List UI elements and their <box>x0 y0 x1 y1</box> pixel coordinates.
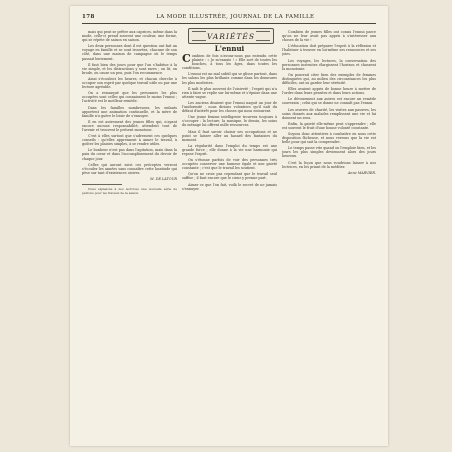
paragraph: C'est la leçon que nous voudrions laisser à nos lectrices, en les priant de la méditer. <box>282 160 376 169</box>
paragraph: Soyons donc attentives à combattre en nous cette disposition fâcheuse, et nous verrons que la vie est belle pour qui sait la comprendre. <box>282 131 376 145</box>
paragraph: Elles avaient appris de bonne heure à mettre de l'ordre dans leurs pensées et dans leurs actions. <box>282 87 376 96</box>
column-middle <box>182 54 277 438</box>
paragraph: On s'étonne parfois de voir des personnes très occupées conserver une humeur égale et une gaieté constante ; c'est que le travail les soutient. <box>182 158 277 171</box>
drop-cap: C <box>182 54 191 65</box>
paragraph: Les anciens disaient que l'ennui naquit un jour de l'uniformité ; nous dirions volontiers qu'il naît du défaut d'intérêt pour les choses qui nous entourent. <box>182 100 277 114</box>
paragraph: Il en est autrement des jeunes filles qui, n'ayant encore aucune responsabilité, attendent tout de l'avenir et trouvent le présent monotone. <box>82 119 177 132</box>
section-banner <box>188 28 274 44</box>
paragraph: Celles qui auront suivi ces préceptes verront s'écouler les années sans connaître cette lassitude qui pèse sur tant d'existences oisives. <box>82 162 177 175</box>
page-header <box>82 12 376 22</box>
ornament-left-icon <box>192 31 206 41</box>
paragraph: Le temps passe vite quand on l'emploie bien, et les jours les plus simples deviennent alors des jours heureux. <box>282 146 376 159</box>
paragraph: Les voyages, les lectures, la conversation des personnes instruites élargissent l'horizon et chassent la monotonie. <box>282 58 376 71</box>
paragraph: La régularité dans l'emploi du temps est une grande force ; elle donne à la vie une harmonie qui repose l'esprit. <box>182 143 277 156</box>
paragraph: Combien de jeunes filles ont connu l'ennui parce qu'on ne leur avait pas appris à s'intéresser aux choses de la vie ! <box>282 30 376 43</box>
lead-text: ombien de fois n'avons-nous pas entendu cette plainte : « Je m'ennuie ! » Elle sort de toutes les bouches, à tous les âges, dans toutes les conditions. <box>182 54 277 71</box>
paragraph: Mais il faut savoir choisir ses occupations et ne point se laisser aller au hasard des fantaisies du moment. <box>182 129 277 142</box>
ornament-right-icon <box>256 31 270 41</box>
paragraph: Les œuvres de charité, les visites aux pauvres, les soins donnés aux malades remplissent une vie et lui donnent un sens. <box>282 107 376 120</box>
paragraph: Enfin, la gaieté elle-même peut s'apprendre ; elle est souvent le fruit d'une bonne volonté constante. <box>282 121 376 130</box>
paragraph: On a remarqué que les personnes les plus occupées sont celles qui connaissent le moins l'ennui ; l'activité est le meilleur remède. <box>82 91 177 104</box>
paragraph: Le dévouement aux autres est encore un remède souverain ; celui qui se donne ne connaît pas l'ennui. <box>282 97 376 106</box>
footnote: Nous signalons à nos lectrices une nouvelle série de patrons pour les travaux de la saison. <box>82 187 177 195</box>
page-number: 178 <box>82 14 95 20</box>
paragraph: L'éducation doit préparer l'esprit à la réflexion et l'habituer à trouver en lui-même ses ressources et ses joies. <box>282 44 376 57</box>
column-right <box>282 30 376 438</box>
paragraph: C'est à elles surtout que s'adressent ces quelques conseils : qu'elles apprennent à aimer le travail, à goûter les plaisirs simples, à se rendre utiles. <box>82 134 177 147</box>
banner-label: VARIÉTÉS <box>206 31 256 41</box>
article-title: L'ennui <box>214 44 245 53</box>
paragraph: On pourrait citer bien des exemples de femmes distinguées qui, au milieu des circonstances les plus difficiles, ont su garder leur sérénité. <box>282 72 376 86</box>
signature: Anne MARVIER. <box>347 170 376 175</box>
magazine-page <box>70 6 388 446</box>
signature: M. DE LATOUR <box>150 176 177 181</box>
footnote-rule <box>82 184 122 185</box>
paragraph: L'ennui est un mal subtil qui se glisse partout, dans les salons les plus brillants comme dans les demeures les plus modestes. <box>182 72 277 85</box>
lead-paragraph <box>182 54 277 70</box>
header-rule <box>82 23 376 24</box>
paragraph: Ainsi s'écoulent les heures, et chacun cherche à occuper son esprit par quelque travail utile ou par une lecture agréable. <box>82 76 177 90</box>
paragraph: Aimer ce que l'on fait, voilà le secret de ne jamais s'ennuyer. <box>182 182 277 191</box>
paragraph: Dans les familles nombreuses, les enfants apportent une animation continuelle, et la mère de famille n'a guère le loisir de s'ennuyer. <box>82 105 177 118</box>
journal-title: LA MODE ILLUSTRÉE, JOURNAL DE LA FAMILLE <box>156 14 315 20</box>
column-left <box>82 30 177 438</box>
paragraph: Il naît le plus souvent de l'oisiveté ; l'esprit qui n'a rien à faire se replie sur lui-même et s'épuise dans une attente vague. <box>182 86 277 99</box>
paragraph: Il faut bien des jours pour que l'on s'habitue à la vie simple, et les distractions y sont rares ; on lit, on brode, on cause un peu, puis l'on recommence. <box>82 62 177 75</box>
paragraph: Le bonheur n'est pas dans l'agitation, mais dans la paix du cœur et dans l'accomplissement du devoir de chaque jour. <box>82 148 177 161</box>
paragraph: mais qui peut se prêter aux caprices, même dans la mode, celle-ci prend souvent une couleur, une forme, qui se répète de saison en saison. <box>82 30 177 43</box>
paragraph: Les deux personnes dont il est question ont fait un voyage en famille et se sont trouvées, chacune de son côté, dans une maison de campagne où le temps passait lentement. <box>82 44 177 61</box>
paragraph: Qu'on ne croie pas cependant que le travail seul suffise ; il faut encore que le cœur y prenne part. <box>182 172 277 181</box>
paragraph: Une jeune femme intelligente trouvera toujours à s'occuper : la lecture, la musique, le dessin, les soins du ménage lui offrent mille ressources. <box>182 115 277 128</box>
